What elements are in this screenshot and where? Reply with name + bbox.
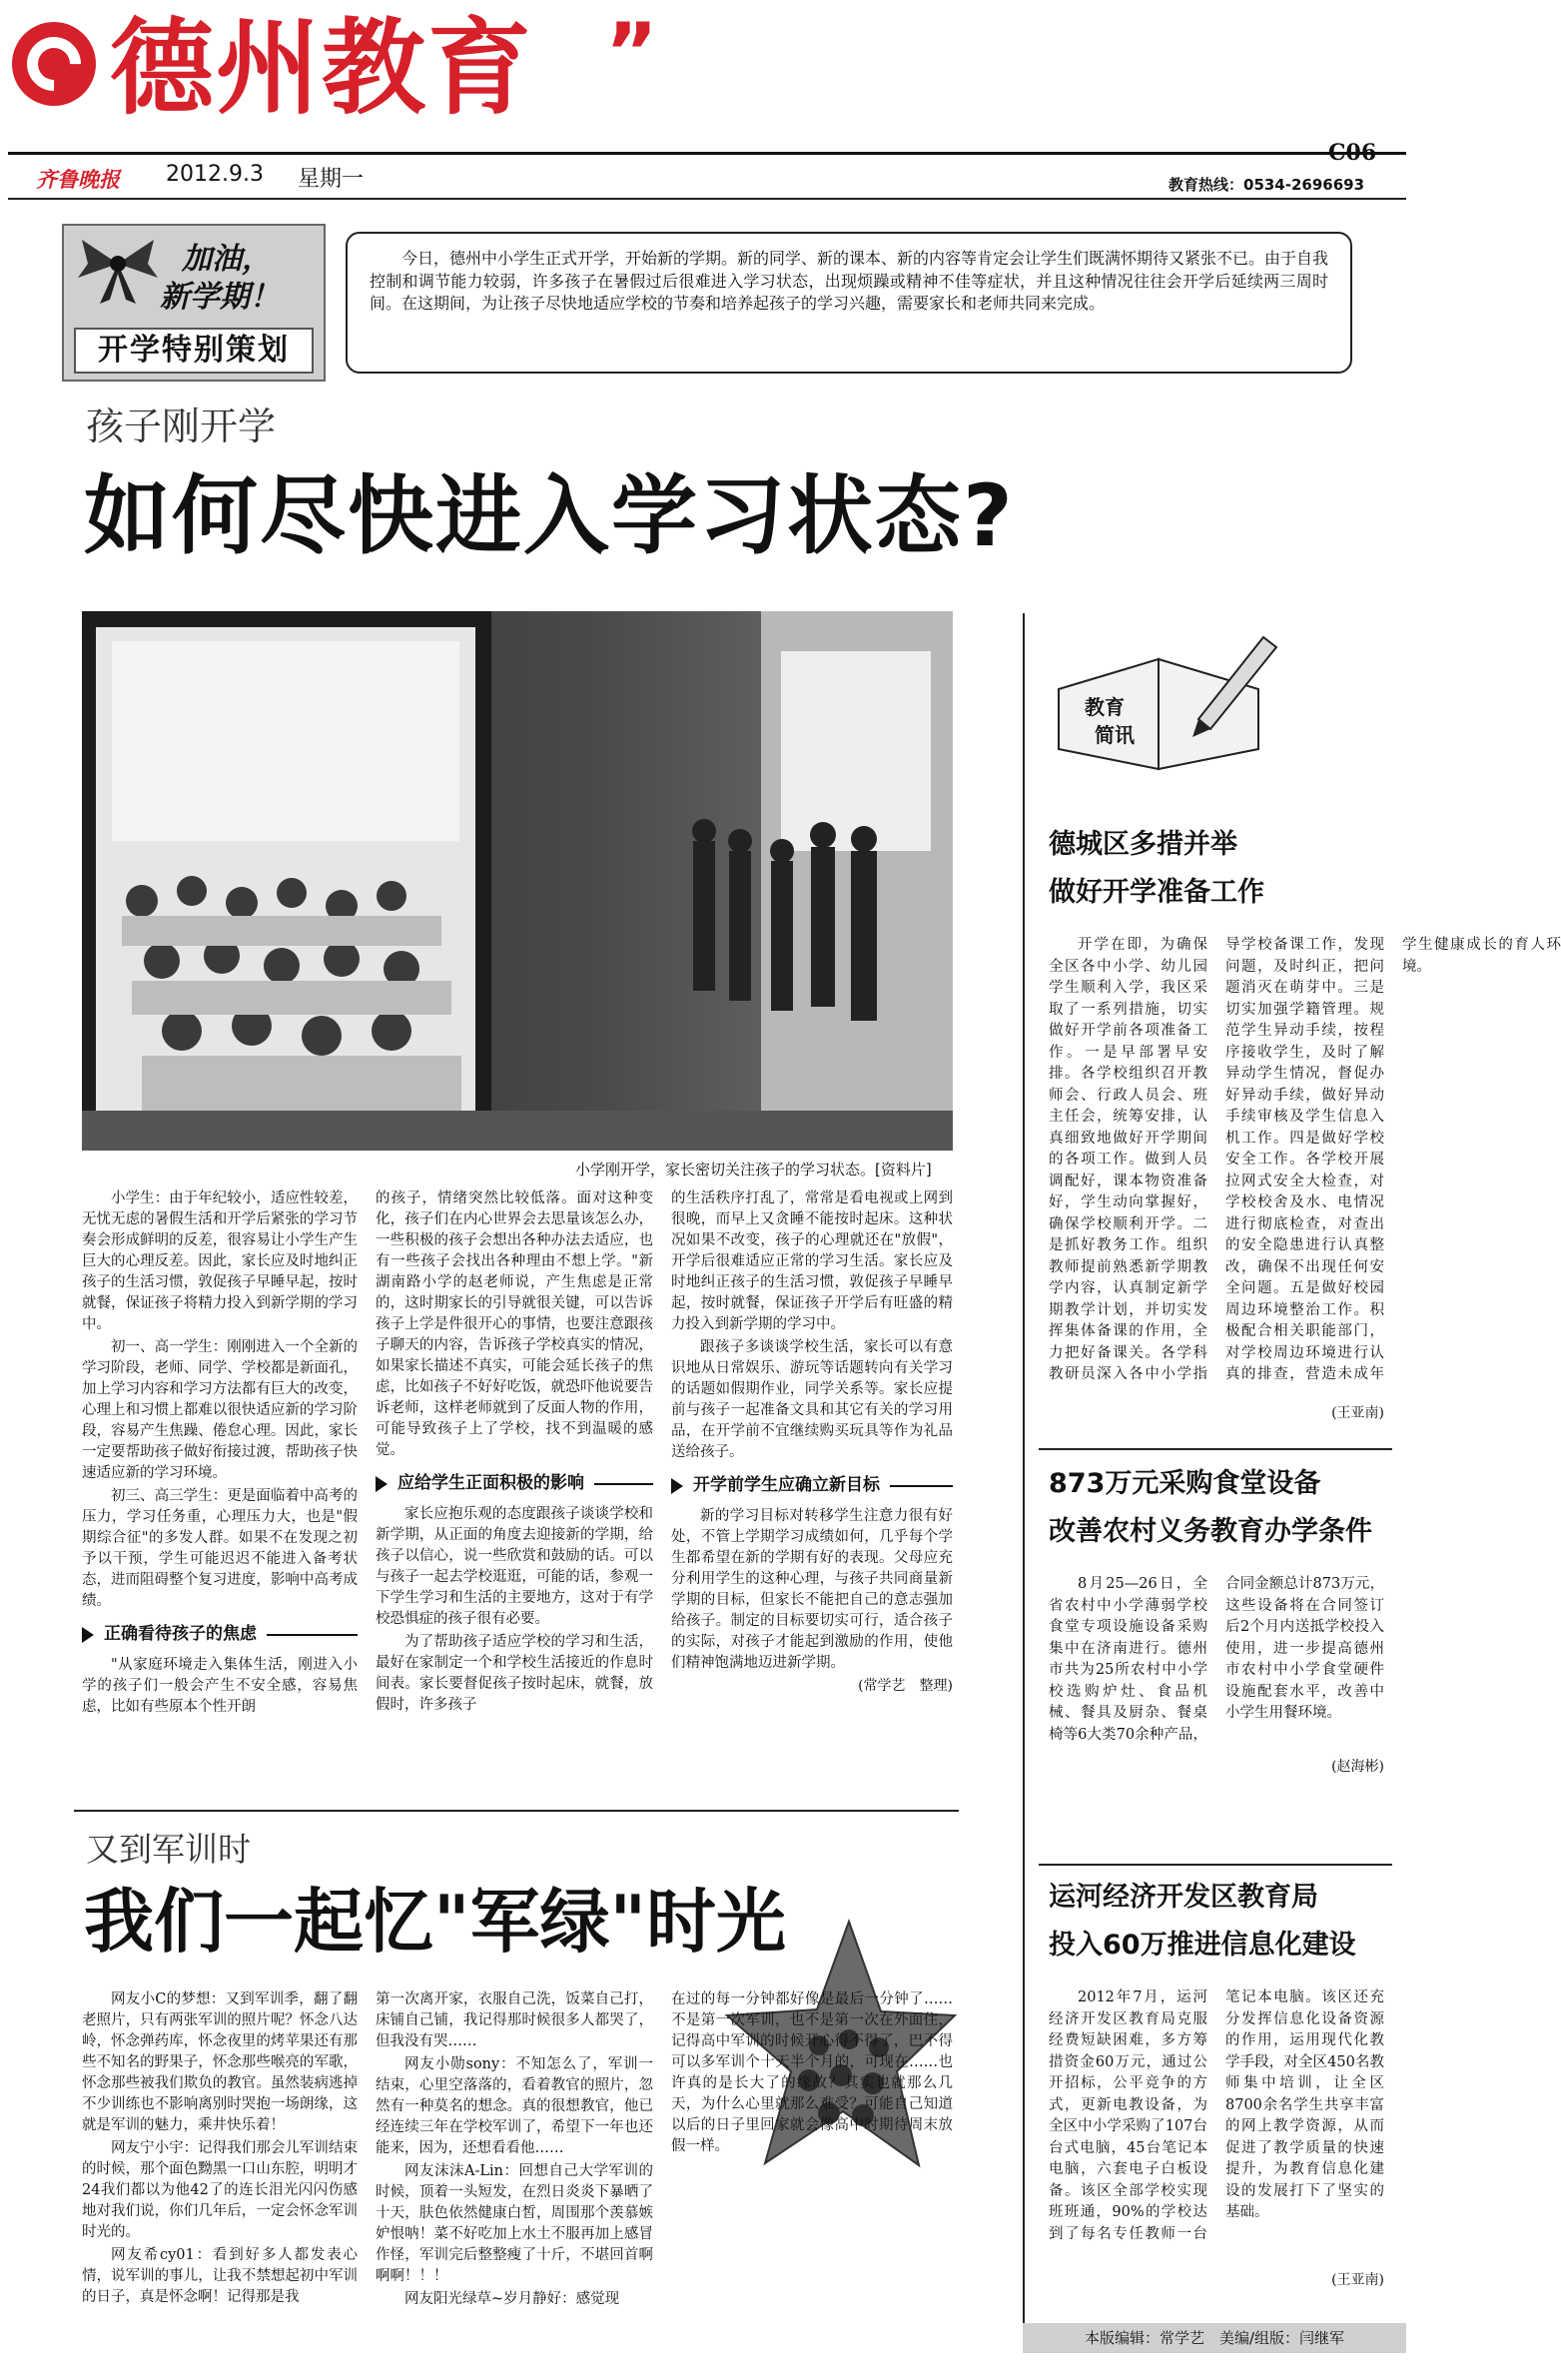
news1 bbox=[1049, 821, 1561, 1422]
article1-col3 bbox=[671, 1189, 953, 1697]
news2-title2: 改善农村义务教育办学条件 bbox=[1049, 1516, 1372, 1547]
news1-text: 开学在即，为确保全区各中小学、幼儿园学生顺利入学，我区采取了一系列措施，切实做好开学前各项准备工作。一是早部署早安排。各学校组织召开教师会、行政人员会、班主任会，统筹安排，认真细致地做好开学期间的各项工作。做到人员调配好，课本物资准备好，学生动向掌握好，确保学校顺利开学。二是抓好教务工作。组织教师提前熟悉新学期教学内容，认真制定新学期教学计划，并切实发挥集体备课的作用，全力把好备课关。各学科教研员深入各中小学指导学校备课工作，发现问题，及时纠正，把问题消灭在萌芽中。三是切实加强学籍管理。规范学生异动手续，按程序接收学生，及时了解异动学生情况，督促办好异动手续，做好异动手续审核及学生信息入机工作。四是做好学校安全工作。各学校开展拉网式安全大检查，对学校校舍及水、电情况进行彻底检查，对查出的安全隐患进行认真整改，确保不出现任何安全问题。五是做好校园周边环境整治工作。积极配合相关职能部门，对学校周边环境进行认真的排查，营造未成年学生健康成长的育人环境。 bbox=[1049, 937, 1561, 1382]
sidebar-rule-1 bbox=[1039, 1448, 1392, 1450]
triangle-icon bbox=[376, 1476, 388, 1492]
article1-col3-p: 跟孩子多谈谈学校生活，家长可以有意识地从日常娱乐、游玩等话题转向有关学习的话题如假期作业，同学关系等。家长应提前与孩子一起准备文具和其它有关的学习用品，在开学前不宜继续购买玩具等作为礼品送给孩子。 bbox=[671, 1339, 953, 1460]
article1-col3-p: 的生活秩序打乱了，常常是看电视或上网到很晚，而早上又贪睡不能按时起床。这种状况如果不改变，孩子的心理就还在"放假"，开学后很难适应正常的学习生活。家长应及时地纠正孩子的生活习惯，敦促孩子早睡早起，按时就餐，保证孩子开学后有旺盛的精力投入到新学期的学习中。 bbox=[671, 1190, 953, 1332]
article2-headline: 我们一起忆"军绿"时光 bbox=[84, 1881, 786, 1963]
intro-box bbox=[346, 232, 1352, 374]
news3-title2: 投入60万推进信息化建设 bbox=[1049, 1930, 1356, 1961]
book-pencil-icon bbox=[1049, 629, 1278, 779]
article1-photo-caption: 小学刚开学，家长密切关注孩子的学习状态。[资料片] bbox=[575, 1161, 932, 1179]
article1-col2-p: 为了帮助孩子适应学校的学习和生活，最好在家制定一个和学校生活接近的作息时间表。家长要督促孩子按时起床，就餐，放假时，许多孩子 bbox=[376, 1634, 653, 1713]
article-divider bbox=[74, 1810, 959, 1812]
article1-col1 bbox=[82, 1189, 358, 1720]
masthead-rule bbox=[8, 152, 1406, 155]
intro-text: 今日，德州中小学生正式开学，开始新的学期。新的同学、新的课本、新的内容等肯定会让学生们既满怀期待又紧张不已。由于自我控制和调节能力较弱，许多孩子在暑假过后很难进入学习状态，出现烦躁或精神不佳等症状，并且这种情况往往会开学后延续两三周时间。在这期间，为让孩子尽快地适应学校的节奏和培养起孩子的学习兴趣，需要家长和老师共同来完成。 bbox=[370, 249, 1329, 313]
newspaper-name: 齐鲁晚报 bbox=[36, 167, 120, 192]
sidebar-divider bbox=[1023, 613, 1025, 2335]
article2-col2 bbox=[376, 1989, 653, 2312]
article1-photo bbox=[82, 611, 953, 1151]
article1-subhead-1: 正确看待孩子的焦虑 bbox=[82, 1624, 358, 1645]
banner-label: 开学特别策划 bbox=[74, 328, 314, 374]
news-brief-badge bbox=[1049, 629, 1278, 779]
triangle-icon bbox=[671, 1478, 683, 1494]
article1-col2 bbox=[376, 1189, 653, 1718]
news3-text: 2012年7月，运河经济开发区教育局克服经费短缺困难，多方筹措资金60万元，通过公开招标，公平竞争的方式，更新电教设备，为全区中小学采购了107台台式电脑，45台笔记本电脑，六套电子白板设备。该区全部学校实现班班通，90%的学校达到了每名专任教师一台笔记本电脑。该区还充分发挥信息化设备资源的作用，运用现代化教学手段，对全区450名教师集中培训，让全区8700余名学生共享丰富的网上教学资源，从而促进了教学质量的快速提升，为教育信息化建设的发展打下了坚实的基础。 bbox=[1049, 1989, 1384, 2242]
feature-banner bbox=[62, 224, 326, 382]
article2-col1-p: 网友宁小宇：记得我们那会儿军训结束的时候，那个面色黝黑一口山东腔，明明才24我们都以为他42了的连长泪光闪闪伤感地对我们说，你们几年后，一定会怀念军训时光的。 bbox=[82, 2140, 358, 2240]
article2-col2-p: 网友阳光绿草~岁月静好：感觉现 bbox=[404, 2291, 620, 2307]
article1-col3-p: 新的学习目标对转移学生注意力很有好处，不管上学期学习成绩如何，几乎每个学生都希望在新的学期有好的表现。父母应充分利用学生的这种心理，与孩子共同商量新学期的目标，但家长不能把自己的意志强加给孩子。制定的目标要切实可行，适合孩子的实际，对孩子才能起到激励的作用，使他们精神饱满地迈进新学期。 bbox=[671, 1508, 953, 1671]
article2-col1 bbox=[82, 1989, 358, 2310]
triangle-icon bbox=[82, 1627, 94, 1643]
article2-col2-p: 网友沫沫A-Lin：回想自己大学军训的时候，顶着一头短发，在烈日炎炎下暴晒了十天，肤色依然健康白皙，周围那个羡慕嫉妒恨呐！菜不好吃加上水土不服再加上感冒作怪，军训完后整整瘦了十斤，不堪回首啊啊啊！！！ bbox=[376, 2163, 653, 2284]
banner-line2: 新学期！ bbox=[160, 280, 280, 315]
hotline: 教育热线：0534-2696693 bbox=[1169, 176, 1365, 194]
article1-col1-p: "从家庭环境走入集体生活，刚进入小学的孩子们一般会产生不安全感，容易焦虑，比如有些原本个性开朗 bbox=[82, 1657, 358, 1715]
article1-subhead-3: 开学前学生应确立新目标 bbox=[671, 1475, 953, 1496]
article1-col1-p: 小学生：由于年纪较小，适应性较差，无忧无虑的暑假生活和开学后紧张的学习节奏会形成鲜明的反差，很容易让小学生产生巨大的心理反差。因此，家长应及时地纠正孩子的生活习惯，敦促孩子早睡早起，按时就餐，保证孩子将精力投入到新学期的学习中。 bbox=[82, 1190, 358, 1332]
footer-editor: 本版编辑：常学艺 美编/组版：闫继军 bbox=[1023, 2323, 1406, 2353]
sidebar-rule-2 bbox=[1039, 1864, 1392, 1866]
news3 bbox=[1049, 1874, 1384, 2289]
article1-col2-p: 的孩子，情绪突然比较低落。面对这种变化，孩子们在内心世界会去思量该怎么办，一些积极的孩子会想出各种办法去适应，也有一些孩子会找出各种理由不想上学。"新湖南路小学的赵老师说，产生焦虑是正常的，这时期家长的引导就很关键，可以告诉孩子上学是件很开心的事情，也要注意跟孩子聊天的内容，告诉孩子学校真实的情况，如果家长描述不真实，可能会延长孩子的焦虑，比如孩子不好好吃饭，就恐吓他说要告诉老师，这样老师就到了反面人物的作用，可能导致孩子上了学校，找不到温暖的感觉。 bbox=[376, 1190, 653, 1458]
date-rule bbox=[8, 198, 1406, 200]
news2-credit: (赵海彬) bbox=[1331, 1759, 1384, 1775]
article2-col3-p: 在过的每一分钟都好像是最后一分钟了……不是第一次军训，也不是第一次在外面住，记得高中军训的时候开心得不得了，巴不得可以多军训个十天半个月的，可现在……也许真的是长大了的缘故？其实也就那么几天，为什么心里就那么难受？可能自己知道以后的日子里回家就会像高中时期待周末放假一样。 bbox=[671, 1991, 953, 2154]
masthead-title: 德州教育 bbox=[110, 6, 534, 129]
bow-icon bbox=[74, 234, 162, 306]
article1-kicker: 孩子刚开学 bbox=[86, 404, 277, 448]
article2-col1-p: 网友希cy01：看到好多人都发表心情，说军训的事儿，让我不禁想起初中军训的日子，真是怀念啊！记得那是我 bbox=[82, 2247, 358, 2305]
news1-credit: (王亚南) bbox=[1331, 1405, 1384, 1421]
badge-line2: 简讯 bbox=[1095, 723, 1135, 747]
article1-col1-p: 初一、高一学生：刚刚进入一个全新的学习阶段，老师、同学、学校都是新面孔，加上学习内容和学习方法都有巨大的改变，心理上和习惯上都难以很快适应新的学习阶段，容易产生焦躁、倦怠心理。因此，家长一定要帮助孩子做好衔接过渡，帮助孩子快速适应新的学习环境。 bbox=[82, 1339, 358, 1481]
news3-title1: 运河经济开发区教育局 bbox=[1049, 1882, 1318, 1913]
article1-col1-p: 初三、高三学生：更是面临着中高考的压力，学习任务重，心理压力大，也是"假期综合征"的多发人群。如果不在发现之初予以干预，学生可能迟迟不能进入备考状态，进而阻碍整个复习进度，影响中高考成绩。 bbox=[82, 1488, 358, 1609]
masthead-quote-mark: ” bbox=[605, 6, 658, 99]
article2-kicker: 又到军训时 bbox=[86, 1830, 251, 1869]
issue-weekday: 星期一 bbox=[298, 167, 365, 192]
page-number: C06 bbox=[1328, 140, 1377, 166]
news1-title1: 德城区多措并举 bbox=[1049, 829, 1237, 860]
issue-date: 2012.9.3 bbox=[166, 162, 264, 187]
news2-title1: 873万元采购食堂设备 bbox=[1049, 1468, 1321, 1499]
news2 bbox=[1049, 1460, 1384, 1776]
article2-col3 bbox=[671, 1989, 953, 2159]
article1-subhead-2: 应给学生正面积极的影响 bbox=[376, 1473, 653, 1494]
masthead-logo-icon bbox=[12, 22, 96, 106]
masthead bbox=[0, 0, 1415, 150]
article1-credit: (常学艺 整理) bbox=[858, 1678, 953, 1694]
article1-col2-p: 家长应抱乐观的态度跟孩子谈谈学校和新学期，从正面的角度去迎接新的学期，给孩子以信心，说一些欣赏和鼓励的话。可以与孩子一起去学校逛逛，可能的话，参观一下学生学习和生活的主要地方，这对于有学校恐惧症的孩子很有必要。 bbox=[376, 1506, 653, 1627]
article2-col2-p: 网友小勋sony：不知怎么了，军训一结束，心里空落落的，看着教官的照片，忽然有一种莫名的想念。真的很想教官，他已经连续三年在学校军训了，希望下一年也还能来，因为，还想看看他…… bbox=[376, 2056, 653, 2156]
article2-col2-p: 第一次离开家，衣服自己洗，饭菜自己打，床铺自己铺，我记得那时候很多人都哭了，但我没有哭…… bbox=[376, 1991, 653, 2049]
banner-line1: 加油， bbox=[182, 242, 272, 277]
news3-credit: (王亚南) bbox=[1331, 2272, 1384, 2288]
article1-headline: 如何尽快进入学习状态? bbox=[84, 466, 1015, 566]
news1-title2: 做好开学准备工作 bbox=[1049, 877, 1264, 908]
article2-col1-p: 网友小C的梦想：又到军训季，翻了翻老照片，只有两张军训的照片呢？怀念八达岭，怀念弹药库，怀念夜里的烤苹果还有那些不知名的野果子，怀念那些喉亮的军歌，怀念那些被我们欺负的教官。虽然装病逃掉不少训练也不影响离别时哭抱一场朗缘，这就是军训的魅力，乘井快乐着！ bbox=[82, 1991, 358, 2133]
badge-line1: 教育 bbox=[1085, 695, 1125, 719]
news2-text: 8月25—26日，全省农村中小学薄弱学校食堂专项设施设备采购集中在济南进行。德州市共为25所农村中小学校选购炉灶、食品机械、餐具及厨杂、餐桌椅等6大类70余种产品，合同金额总计873万元，这些设备将在合同签订后2个月内送抵学校投入使用，进一步提高德州市农村中小学食堂硬件设施配套水平，改善中小学生用餐环境。 bbox=[1049, 1576, 1384, 1743]
